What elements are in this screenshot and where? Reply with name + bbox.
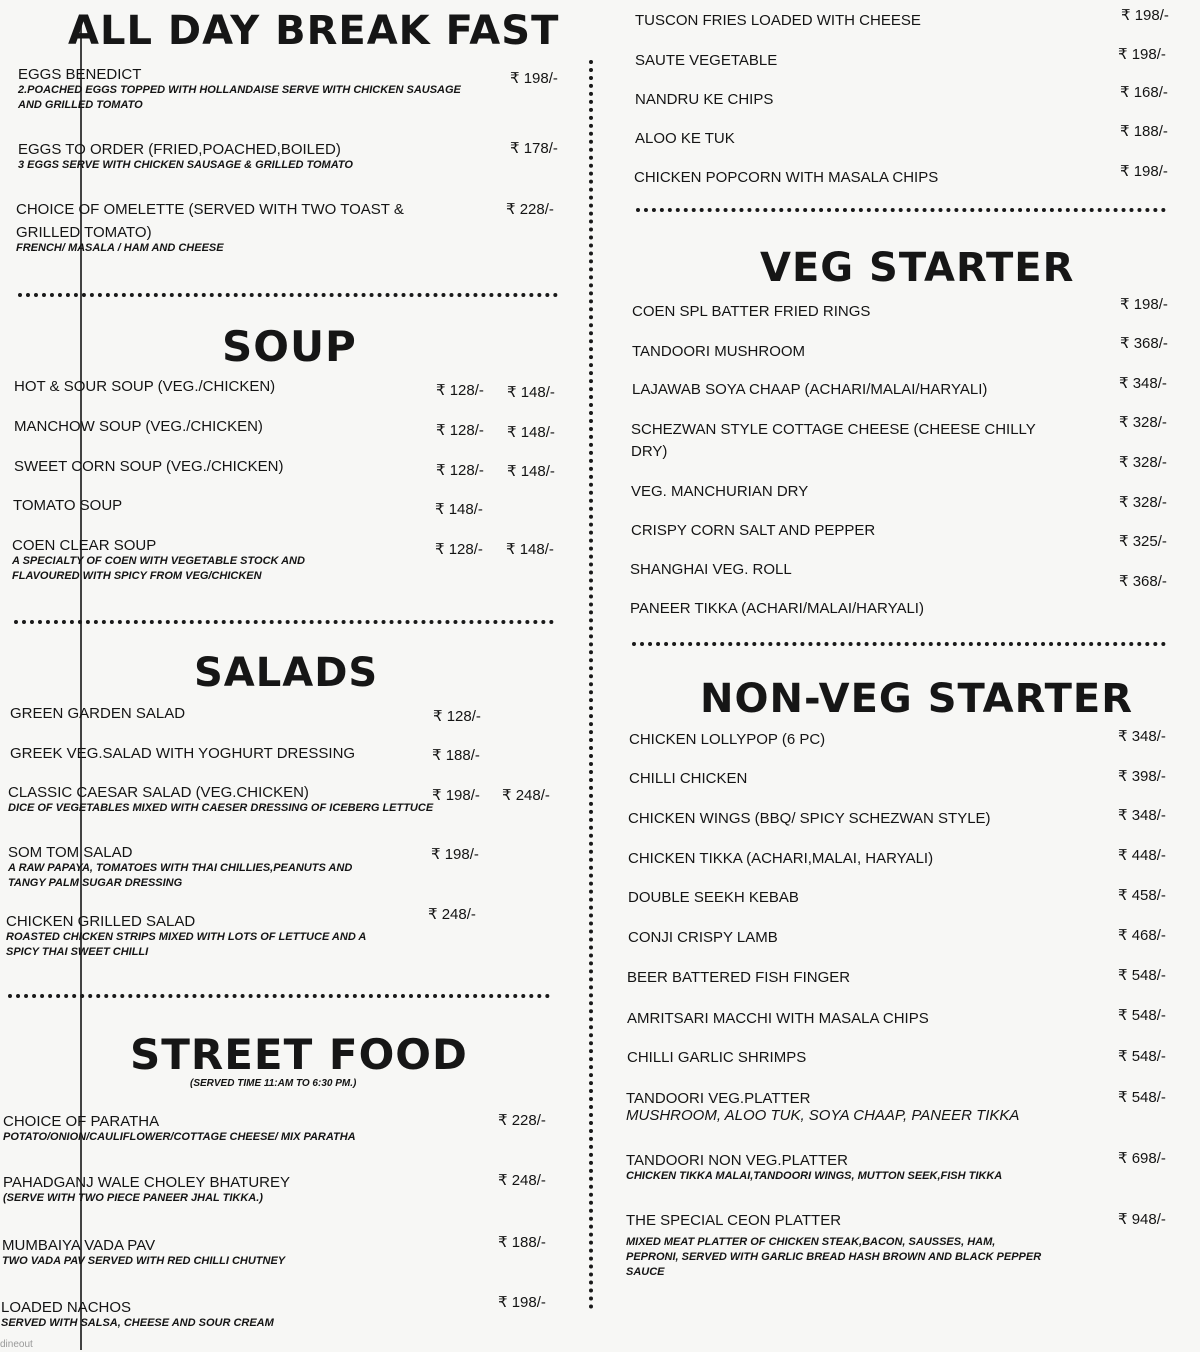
section-separator [632,642,1166,646]
item-price: ₹ 468/- [1118,927,1166,944]
item-price: ₹ 128/- [436,462,484,479]
menu-item [628,850,933,867]
menu-item [628,810,991,827]
soup-title: SOUP [222,322,357,371]
item-price: ₹ 328/- [1119,414,1167,431]
item-price: ₹ 348/- [1118,728,1166,745]
item-name: SWEET CORN SOUP (VEG./CHICKEN) [14,458,284,475]
item-desc: FLAVOURED WITH SPICY FROM VEG/CHICKEN [12,570,262,582]
item-name: TANDOORI VEG.PLATTER [626,1090,811,1107]
item-desc: DICE OF VEGETABLES MIXED WITH CAESER DRESSING OF ICEBERG LETTUCE [8,802,434,814]
item-name: CHILLI GARLIC SHRIMPS [627,1049,807,1066]
item-name: CHICKEN WINGS (BBQ/ SPICY SCHEZWAN STYLE) [628,810,991,827]
menu-item [631,522,875,539]
item-desc: A RAW PAPAYA, TOMATOES WITH THAI CHILLIES,PEANUTS AND [8,862,353,874]
item-price: ₹ 248/- [502,787,550,804]
menu-item [16,201,404,256]
item-price: ₹ 198/- [1120,296,1168,313]
item-name: COEN SPL BATTER FRIED RINGS [632,303,871,320]
section-separator [18,293,558,297]
item-price: ₹ 458/- [1118,887,1166,904]
item-name: SHANGHAI VEG. ROLL [630,561,792,578]
item-price: ₹ 698/- [1118,1150,1166,1167]
menu-item [635,130,735,147]
item-price: ₹ 198/- [510,70,558,87]
menu-item [631,483,808,500]
menu-item [2,1237,285,1269]
item-price: ₹ 148/- [507,424,555,441]
item-price: ₹ 128/- [433,708,481,725]
menu-item [635,91,773,108]
item-desc: TWO VADA PAV SERVED WITH RED CHILLI CHUTNEY [2,1255,286,1267]
item-price: ₹ 448/- [1118,847,1166,864]
item-desc: PEPRONI, SERVED WITH GARLIC BREAD HASH BROWN AND BLACK PEPPER [626,1251,1042,1263]
section-separator [8,994,550,998]
street-food-title: STREET FOOD [130,1030,468,1079]
item-desc: 2.POACHED EGGS TOPPED WITH HOLLANDAISE SERVE WITH CHICKEN SAUSAGE [18,84,461,96]
item-name: CHILLI CHICKEN [629,770,748,787]
item-price: ₹ 148/- [507,463,555,480]
item-name: ALOO KE TUK [635,130,735,147]
item-price: ₹ 148/- [506,541,554,558]
item-price: ₹ 248/- [498,1172,546,1189]
item-name: CHICKEN LOLLYPOP (6 PC) [629,731,826,748]
menu-item [14,458,283,475]
item-price: ₹ 548/- [1118,1089,1166,1106]
section-separator [636,208,1166,212]
item-name: SAUTE VEGETABLE [635,52,778,69]
item-name: PANEER TIKKA (ACHARI/MALAI/HARYALI) [630,600,924,617]
item-desc: SERVED WITH SALSA, CHEESE AND SOUR CREAM [1,1317,274,1329]
menu-item [632,303,870,320]
menu-item [628,889,799,906]
item-name: SCHEZWAN STYLE COTTAGE CHEESE (CHEESE CHILLY [631,421,1036,438]
item-desc: SAUCE [626,1266,665,1278]
item-name-line2: MUSHROOM, ALOO TUK, SOYA CHAAP, PANEER TIKKA [626,1107,1020,1124]
item-desc: MIXED MEAT PLATTER OF CHICKEN STEAK,BACON, SAUSSES, HAM, [626,1236,996,1248]
item-price: ₹ 178/- [510,140,558,157]
item-price: ₹ 128/- [436,382,484,399]
menu-item [626,1090,1019,1124]
item-desc: (SERVE WITH TWO PIECE PANEER JHAL TIKKA.) [3,1192,263,1204]
item-desc: SPICY THAI SWEET CHILLI [6,946,149,958]
item-price: ₹ 548/- [1118,1048,1166,1065]
menu-item [14,378,275,395]
item-desc: A SPECIALTY OF COEN WITH VEGETABLE STOCK AND [12,555,305,567]
item-name: EGGS TO ORDER (FRIED,POACHED,BOILED) [18,141,341,158]
menu-item [632,381,987,398]
veg-starter-title: VEG STARTER [760,245,1075,291]
item-price: ₹ 148/- [507,384,555,401]
column-divider [589,60,593,1310]
menu-item [8,784,433,816]
menu-item [629,731,825,748]
item-name-line2: DRY) [631,443,668,460]
item-name: VEG. MANCHURIAN DRY [631,483,809,500]
item-name: LAJAWAB SOYA CHAAP (ACHARI/MALAI/HARYALI) [632,381,988,398]
menu-item [629,770,747,787]
menu-item [6,913,366,960]
item-price: ₹ 368/- [1119,573,1167,590]
menu-item [626,1212,1041,1280]
item-name: NANDRU KE CHIPS [635,91,774,108]
item-price: ₹ 328/- [1119,454,1167,471]
item-name: COEN CLEAR SOUP [12,537,157,554]
menu-item [627,1010,929,1027]
menu-item [18,66,461,113]
menu-item [627,1049,806,1066]
menu-item [631,421,1036,460]
item-price: ₹ 248/- [428,906,476,923]
item-price: ₹ 188/- [432,747,480,764]
menu-item [1,1299,274,1331]
item-price: ₹ 548/- [1118,1007,1166,1024]
section-separator [14,620,554,624]
item-price: ₹ 328/- [1119,494,1167,511]
menu-item [632,343,805,360]
item-name: CHICKEN GRILLED SALAD [6,913,196,930]
item-desc: FRENCH/ MASALA / HAM AND CHEESE [16,242,224,254]
item-price: ₹ 128/- [435,541,483,558]
serving-time-note: (SERVED TIME 11:AM TO 6:30 PM.) [190,1078,357,1089]
item-name: TANDOORI MUSHROOM [632,343,806,360]
item-price: ₹ 198/- [498,1294,546,1311]
menu-item [3,1174,290,1206]
item-price: ₹ 228/- [498,1112,546,1129]
item-desc: POTATO/ONION/CAULIFLOWER/COTTAGE CHEESE/ MIX PARATHA [3,1131,356,1143]
item-price: ₹ 188/- [498,1234,546,1251]
item-name: MUMBAIYA VADA PAV [2,1237,156,1254]
menu-item [8,844,352,891]
item-name: PAHADGANJ WALE CHOLEY BHATUREY [3,1174,291,1191]
item-price: ₹ 188/- [1120,123,1168,140]
item-price: ₹ 128/- [436,422,484,439]
watermark: dineout [0,1339,33,1350]
menu-item [628,929,778,946]
menu-item [630,561,792,578]
menu-item [627,969,850,986]
item-name: LOADED NACHOS [1,1299,132,1316]
item-name: TOMATO SOUP [13,497,123,514]
item-name: TUSCON FRIES LOADED WITH CHEESE [635,12,921,29]
item-name: CHOICE OF OMELETTE (SERVED WITH TWO TOAST & [16,201,404,218]
breakfast-title: ALL DAY BREAK FAST [68,8,560,54]
item-name: CHOICE OF PARATHA [3,1113,160,1130]
menu-item [630,600,924,617]
menu-item [10,745,355,762]
menu-item [635,52,777,69]
item-name: BEER BATTERED FISH FINGER [627,969,851,986]
item-name: CHICKEN TIKKA (ACHARI,MALAI, HARYALI) [628,850,934,867]
item-price: ₹ 348/- [1119,375,1167,392]
menu-item [14,418,263,435]
item-price: ₹ 168/- [1120,84,1168,101]
menu-item [634,169,938,186]
item-name: EGGS BENEDICT [18,66,142,83]
menu-item [635,12,921,29]
item-name: SOM TOM SALAD [8,844,133,861]
item-price: ₹ 948/- [1118,1211,1166,1228]
menu-item [10,705,185,722]
item-desc: TANGY PALM SUGAR DRESSING [8,877,183,889]
item-name: TANDOORI NON VEG.PLATTER [626,1152,848,1169]
item-name: MANCHOW SOUP (VEG./CHICKEN) [14,418,263,435]
item-name-line2: GRILLED TOMATO) [16,224,152,241]
menu-item [3,1113,356,1145]
item-name: GREEN GARDEN SALAD [10,705,186,722]
item-name: GREEK VEG.SALAD WITH YOGHURT DRESSING [10,745,356,762]
item-name: HOT & SOUR SOUP (VEG./CHICKEN) [14,378,276,395]
item-price: ₹ 368/- [1120,335,1168,352]
item-name: DOUBLE SEEKH KEBAB [628,889,799,906]
item-price: ₹ 228/- [506,201,554,218]
item-desc: AND GRILLED TOMATO [18,99,143,111]
item-name: AMRITSARI MACCHI WITH MASALA CHIPS [627,1010,929,1027]
item-price: ₹ 398/- [1118,768,1166,785]
item-price: ₹ 325/- [1119,533,1167,550]
item-name: THE SPECIAL CEON PLATTER [626,1212,842,1229]
item-name: CHICKEN POPCORN WITH MASALA CHIPS [634,169,939,186]
item-price: ₹ 348/- [1118,807,1166,824]
item-price: ₹ 198/- [1120,163,1168,180]
item-name: CRISPY CORN SALT AND PEPPER [631,522,876,539]
salads-title: SALADS [194,650,379,696]
menu-item [18,141,353,173]
item-price: ₹ 198/- [431,846,479,863]
menu-item [626,1152,1002,1184]
item-price: ₹ 548/- [1118,967,1166,984]
item-name: CLASSIC CAESAR SALAD (VEG.CHICKEN) [8,784,309,801]
item-name: CONJI CRISPY LAMB [628,929,778,946]
menu-item [12,537,305,584]
item-price: ₹ 198/- [1121,7,1169,24]
item-price: ₹ 148/- [435,501,483,518]
menu-item [13,497,122,514]
non-veg-starter-title: NON-VEG STARTER [700,676,1134,722]
item-desc: CHICKEN TIKKA MALAI,TANDOORI WINGS, MUTTON SEEK,FISH TIKKA [626,1170,1003,1182]
item-price: ₹ 198/- [1118,46,1166,63]
item-desc: ROASTED CHICKEN STRIPS MIXED WITH LOTS OF LETTUCE AND A [6,931,367,943]
item-price: ₹ 198/- [432,787,480,804]
item-desc: 3 EGGS SERVE WITH CHICKEN SAUSAGE & GRILLED TOMATO [18,159,353,171]
